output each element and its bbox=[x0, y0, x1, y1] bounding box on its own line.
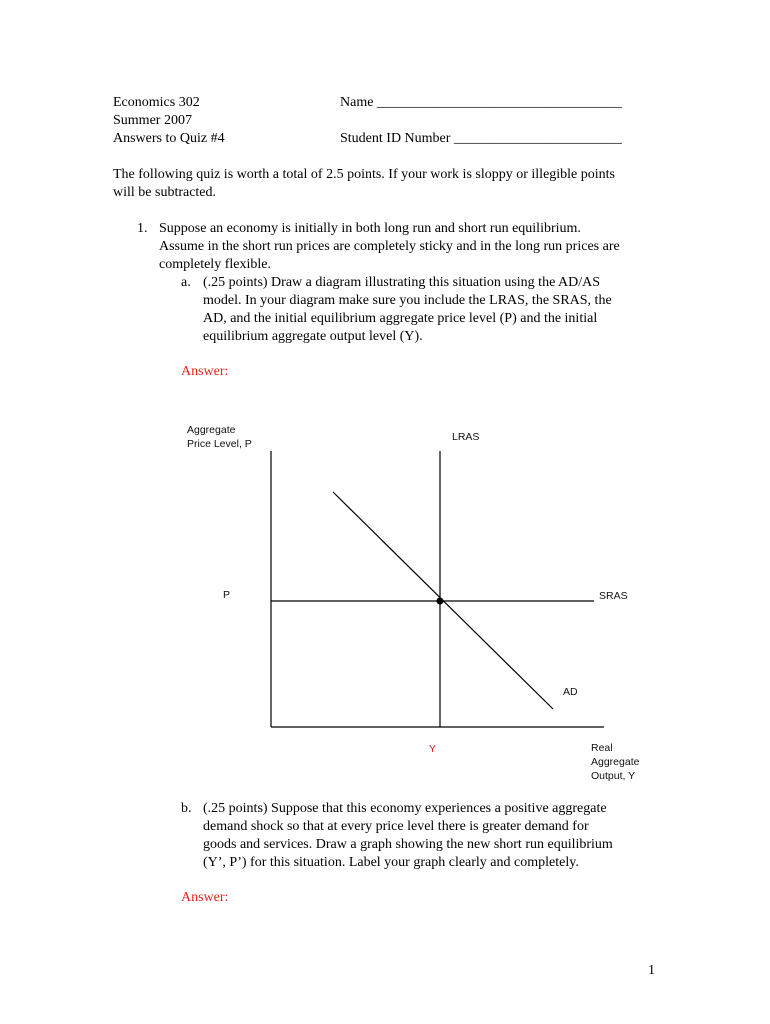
x-axis-label-line: Output, Y bbox=[591, 770, 636, 782]
intro-line: will be subtracted. bbox=[113, 185, 217, 200]
lras-label: LRAS bbox=[452, 431, 480, 443]
y-axis-label-line: Price Level, P bbox=[187, 438, 252, 450]
part-b-answer-label: Answer: bbox=[181, 890, 229, 905]
page-number: 1 bbox=[648, 963, 655, 978]
part-a-text-line: model. In your diagram make sure you include the LRAS, the SRAS, the bbox=[203, 293, 612, 308]
x-axis-label-line: Real bbox=[591, 742, 613, 754]
question-text-line: Suppose an economy is initially in both long run and short run equilibrium. bbox=[159, 221, 581, 236]
equilibrium-point bbox=[437, 598, 444, 605]
student-id-field-label: Student ID Number ________________________ bbox=[340, 131, 622, 146]
question-text-line: completely flexible. bbox=[159, 257, 271, 272]
part-b-letter: b. bbox=[181, 801, 192, 816]
question-text-line: Assume in the short run prices are completely sticky and in the long run prices are bbox=[159, 239, 620, 254]
part-b-text-line: (Y’, P’) for this situation. Label your graph clearly and completely. bbox=[203, 855, 579, 870]
question-number: 1. bbox=[137, 221, 148, 236]
part-b-text-line: goods and services. Draw a graph showing the new short run equilibrium bbox=[203, 837, 613, 852]
term: Summer 2007 bbox=[113, 113, 192, 128]
part-a-text-line: AD, and the initial equilibrium aggregate price level (P) and the initial bbox=[203, 311, 598, 326]
x-axis-label-line: Aggregate bbox=[591, 756, 640, 768]
y-axis-label-line: Aggregate bbox=[187, 424, 236, 436]
quiz-title: Answers to Quiz #4 bbox=[113, 131, 225, 146]
sras-label: SRAS bbox=[599, 590, 628, 602]
ad-label: AD bbox=[563, 686, 578, 698]
course-title: Economics 302 bbox=[113, 95, 200, 110]
part-b-text-line: demand shock so that at every price level there is greater demand for bbox=[203, 819, 589, 834]
part-a-text-line: (.25 points) Draw a diagram illustrating this situation using the AD/AS bbox=[203, 275, 601, 290]
part-a-answer-label: Answer: bbox=[181, 364, 229, 379]
part-a-letter: a. bbox=[181, 275, 191, 290]
y-label: Y bbox=[429, 743, 437, 755]
part-b-text-line: (.25 points) Suppose that this economy experiences a positive aggregate bbox=[203, 801, 607, 816]
p-label: P bbox=[223, 589, 231, 601]
name-field-label: Name ___________________________________ bbox=[340, 95, 622, 110]
part-a-text-line: equilibrium aggregate output level (Y). bbox=[203, 329, 423, 344]
intro-line: The following quiz is worth a total of 2.5 points. If your work is sloppy or illegible points bbox=[113, 167, 615, 182]
